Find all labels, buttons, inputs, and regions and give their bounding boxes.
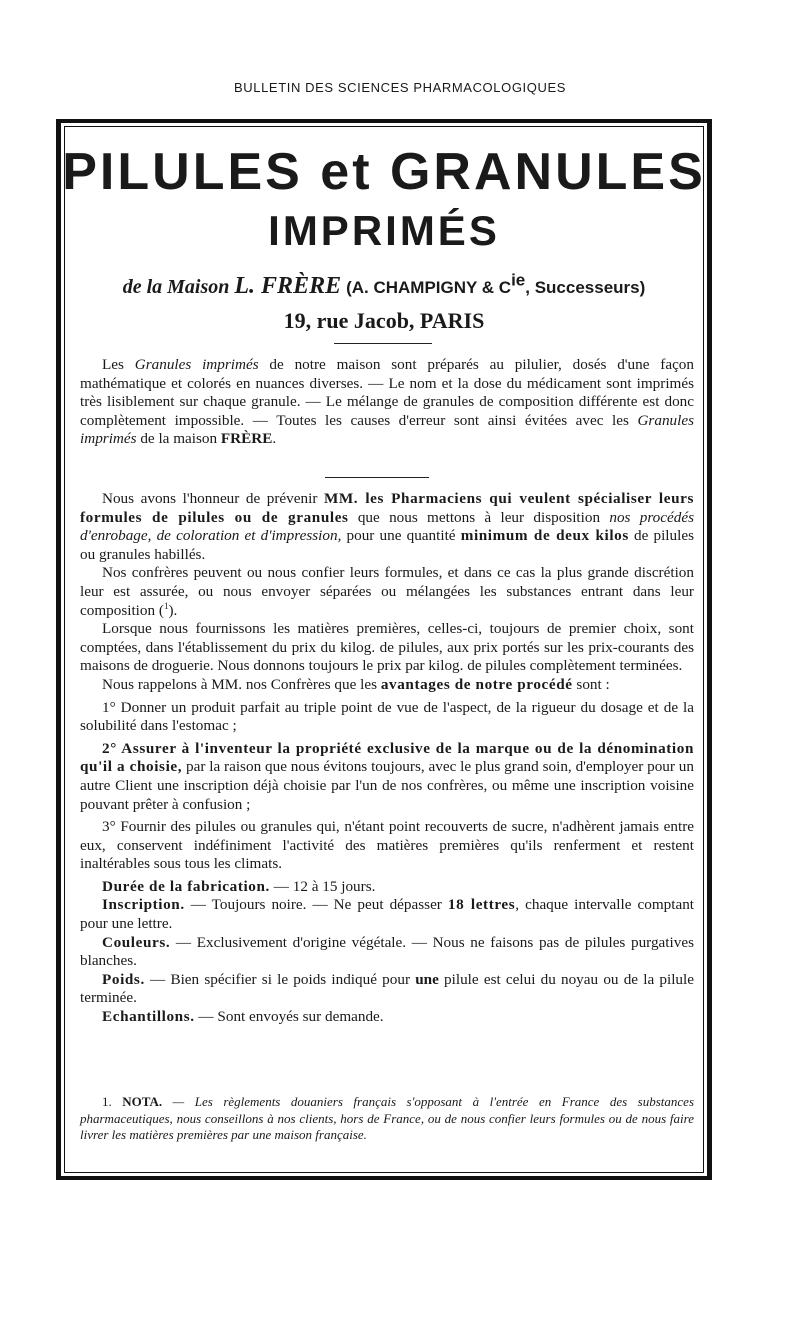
p1-text-e: de pilules ou granules habillés.	[80, 527, 694, 563]
paragraph-5: 1° Donner un produit parfait au triple point de vue de l'aspect, de la rigueur du dosage et de la solubilité dans l'estomac ;	[80, 698, 694, 735]
p1-bold-2: minimum de deux kilos	[460, 527, 629, 545]
inscription-text-2: , chaque intervalle comptant pour une lettre.	[80, 896, 695, 933]
couleurs-text: — Exclusivement d'origine végétale. — Nous ne faisons pas de pilules purgatives blanches.	[80, 933, 694, 970]
duree-text: — 12 à 15 jours.	[269, 877, 376, 895]
intro-text-2: de notre maison sont préparés au pilulier, dosés d'une façon mathématique et colorés en nuances diverses. — Le nom et la dose du médicament sont imprimés très lisiblement sur chaque granule. — Le mélange de granules de composition différente est donc complètement impossible. — Toutes les causes d'erreur sont ainsi évitées avec les	[80, 356, 694, 429]
footnote-ref: 1	[163, 600, 169, 611]
poids-bold: une	[415, 970, 439, 988]
intro-text-1: Les	[102, 356, 135, 373]
main-text	[80, 490, 694, 1027]
intro-text-3: de la maison	[136, 430, 221, 448]
duree-label: Durée de la fabrication.	[102, 877, 270, 895]
echantillons-line	[80, 1008, 694, 1027]
poids-label: Poids.	[102, 970, 145, 988]
intro-bold-frere: FRÈRE	[220, 430, 273, 448]
paragraph-4	[80, 676, 694, 695]
echantillons-text: — Sont envoyés sur demande.	[194, 1008, 384, 1026]
couleurs-line	[80, 934, 694, 971]
successors-sup: ie	[511, 270, 526, 290]
intro-text-4: .	[272, 430, 277, 448]
inscription-line	[80, 896, 694, 933]
paragraph-7: 3° Fournir des pilules ou granules qui, n'étant point recouverts de sucre, n'adhèrent jamais entre eux, conservent indéfiniment l'activité des matières premières qu'ils renferment et restent inaltérables sous tous les climats.	[80, 818, 694, 873]
footnote	[80, 1094, 694, 1144]
duree-line	[80, 878, 694, 897]
ad-title: PILULES et GRANULES	[62, 143, 706, 201]
running-head: BULLETIN DES SCIENCES PHARMACOLOGIQUES	[234, 80, 566, 95]
p1-text-c: que nous mettons à leur disposition	[348, 508, 610, 526]
p1-italic: nos procédés d'enrobage, de coloration et d'impression,	[80, 508, 694, 545]
footnote-text: — Les règlements douaniers français s'opposant à l'entrée en France des substances pharmaceutiques, nous conseillons à nos clients, hors de France, ou de nous confier leurs formules ou de nous faire livrer les matières premières par une maison française.	[80, 1094, 695, 1142]
ad-subtitle: IMPRIMÉS	[268, 207, 500, 254]
poids-text: — Bien spécifier si le poids indiqué pour	[144, 970, 416, 988]
divider-rule-top	[334, 343, 432, 344]
p1-bold: MM. les Pharmaciens qui veulent spécialiser leurs formules de pilules ou de granules	[80, 490, 694, 526]
paragraph-1	[80, 490, 694, 564]
p4-bold: avantages de notre procédé	[380, 675, 573, 693]
footnote-number: 1.	[102, 1094, 123, 1109]
footnote-label: NOTA.	[122, 1094, 163, 1109]
maison-prefix: de la Maison	[122, 276, 230, 298]
p6-bold: 2° Assurer à l'inventeur la propriété exclusive de la marque ou de la dénomination qu'il a choisie,	[80, 739, 694, 776]
couleurs-label: Couleurs.	[102, 933, 171, 951]
intro-paragraph	[80, 356, 694, 449]
p1-text-a: Nous avons l'honneur de prévenir	[102, 490, 324, 507]
paragraph-3: Lorsque nous fournissons les matières premières, celles-ci, toujours de premier choix, sont comptées, dans l'établissement du prix du kilog. de pilules, aux prix portés sur les prix-courants des maisons de droguerie. Nous donnons toujours le prix par kilog. de pilules complètement terminées.	[80, 620, 694, 675]
maison-line	[60, 272, 708, 302]
p2-text: Nos confrères peuvent ou nous confier leurs formules, et dans ce cas la plus grande discrétion leur est assurée, ou nous envoyer séparées ou mélangées les substances entrant dans leur composition (	[80, 564, 694, 619]
intro-italic-1: Granules imprimés	[134, 356, 259, 373]
inscription-text: — Toujours noire. — Ne peut dépasser	[184, 896, 448, 914]
poids-line	[80, 971, 694, 1008]
p6-text: par la raison que nous évitons toujours, avec le plus grand soin, d'employer pour un autre Client une inscription déjà choisie par l'un de nos confrères, ou même une inscription voisine pouvant prêter à confusion ;	[80, 758, 694, 813]
p2-end: ).	[168, 601, 178, 619]
echantillons-label: Echantillons.	[102, 1008, 195, 1026]
successors-a: (A. CHAMPIGNY & C	[346, 278, 512, 297]
p1-text-d: pour une quantité	[341, 527, 461, 545]
poids-text-2: pilule est celui du noyau ou de la pilule terminée.	[80, 970, 694, 1007]
p4-text-c: sont :	[572, 675, 610, 693]
inscription-label: Inscription.	[102, 896, 185, 914]
maison-name: L. FRÈRE	[234, 273, 342, 299]
divider-rule-middle	[325, 477, 429, 478]
successors-b: , Successeurs)	[525, 278, 646, 297]
paragraph-2	[80, 564, 694, 620]
address: 19, rue Jacob, PARIS	[283, 308, 485, 333]
p4-text-a: Nous rappelons à MM. nos Confrères que les	[102, 675, 381, 693]
intro-italic-2: Granules imprimés	[80, 411, 694, 448]
inscription-bold: 18 lettres	[447, 896, 516, 914]
paragraph-6	[80, 740, 694, 814]
